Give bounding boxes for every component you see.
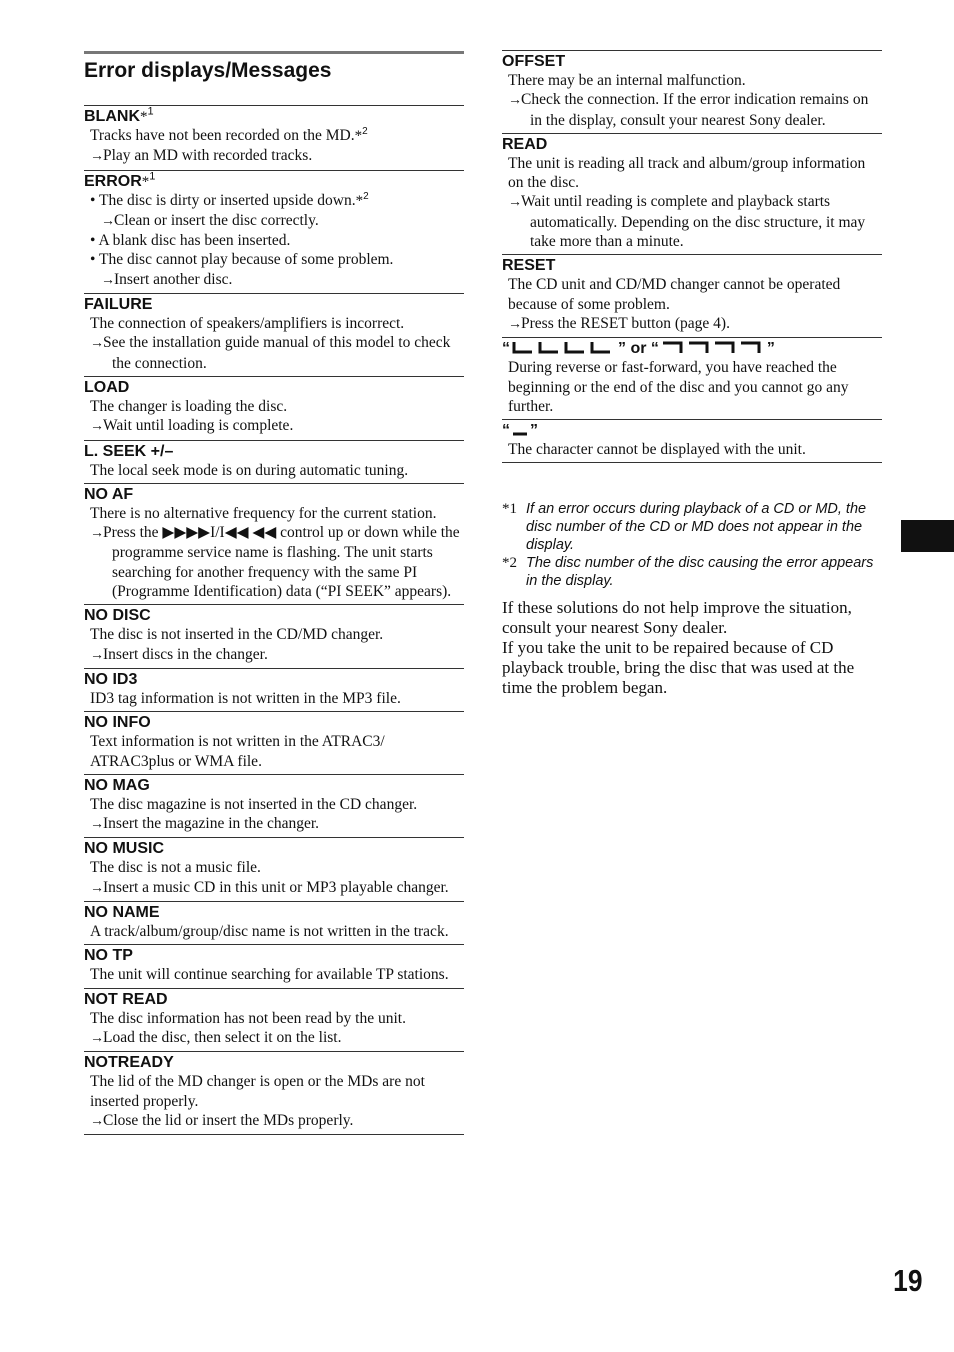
- message-description: [84, 314, 464, 373]
- thumb-index-tab: [901, 520, 954, 552]
- remedy-text: [84, 416, 464, 436]
- cause-text: [84, 461, 464, 480]
- remedy-text: [84, 1028, 464, 1048]
- cause-bullet: • The disc is dirty or inserted upside down.*$^2$: [90, 190, 369, 209]
- right-entry-list: [502, 50, 882, 463]
- arrow-icon: →: [90, 526, 103, 542]
- message-term-label: READ: [502, 135, 548, 153]
- message-entry: [84, 944, 464, 987]
- message-entry: [84, 440, 464, 483]
- message-term: [84, 714, 464, 732]
- remedy-text: [84, 523, 464, 601]
- message-description: [84, 1072, 464, 1131]
- remedy-text: [84, 645, 464, 665]
- message-entry: [84, 376, 464, 440]
- message-term-label: NO TP: [84, 947, 133, 965]
- footnote-text: The disc number of the disc causing the error appears in the display.: [526, 555, 874, 589]
- line-text: The character cannot be displayed with the unit.: [508, 441, 806, 459]
- footnote-star: *: [355, 192, 364, 209]
- message-description: [84, 1009, 464, 1049]
- line-text: Insert discs in the changer.: [103, 645, 268, 663]
- arrow-icon: →: [90, 336, 103, 352]
- arrow-icon: →: [90, 1113, 103, 1129]
- message-term-label: LOAD: [84, 378, 130, 396]
- message-description: [84, 126, 464, 167]
- line-text: See the installation guide manual of this model to check the connection.: [103, 334, 451, 372]
- message-term-label: FAILURE: [84, 296, 153, 314]
- line-text: The disc magazine is not inserted in the CD changer.: [90, 795, 418, 813]
- left-entry-list: [84, 105, 464, 1135]
- message-term-label: NO MAG: [84, 776, 150, 794]
- line-text: Check the connection. If the error indication remains on in the display, consult your nearest Sony dealer.: [521, 91, 869, 129]
- line-text: Play an MD with recorded tracks.: [103, 147, 313, 165]
- message-description: [502, 440, 882, 459]
- cause-text: [84, 397, 464, 416]
- message-term: [84, 105, 464, 126]
- cause-text: [84, 795, 464, 814]
- message-description: [84, 191, 464, 290]
- message-term-label: NO ID3: [84, 670, 138, 688]
- line-text: Tracks have not been recorded on the MD.: [90, 127, 355, 144]
- cause-text: [502, 71, 882, 90]
- message-entry: [84, 668, 464, 711]
- arrow-icon: →: [508, 93, 521, 109]
- message-term: [84, 991, 464, 1009]
- undisplayable-character-icon: [510, 423, 530, 437]
- message-entry: [84, 604, 464, 668]
- message-term-label: L. SEEK +/–: [84, 442, 174, 460]
- arrow-icon: →: [90, 1030, 103, 1046]
- message-term: [502, 257, 882, 275]
- message-term-label: RESET: [502, 257, 556, 275]
- footnote-mark: *2: [502, 555, 517, 571]
- end-of-disc-segment-icon: [659, 341, 767, 355]
- message-term-label: NO DISC: [84, 607, 151, 625]
- message-description: [84, 858, 464, 898]
- cause-text: [502, 440, 882, 459]
- cause-text: [84, 625, 464, 644]
- cause-text: [84, 126, 464, 146]
- line-text: Insert the magazine in the changer.: [103, 815, 320, 833]
- line-text: The disc information has not been read by the unit.: [90, 1009, 406, 1027]
- line-text: Wait until loading is complete.: [103, 417, 294, 435]
- line-text: The unit will continue searching for available TP stations.: [90, 966, 449, 984]
- cause-text: [502, 275, 882, 314]
- message-entry: [84, 293, 464, 376]
- remedy-text: [84, 270, 464, 290]
- message-entry: [84, 105, 464, 170]
- arrow-icon: →: [90, 149, 103, 165]
- line-text: Press the ▶▶▶▶I/I◀◀ ◀◀ control up or down while the programme service name is flashing. The unit starts searching for another frequency with the same PI (Programme Identification) data (“PI SEEK” appears).: [103, 524, 460, 601]
- cause-text: [84, 1009, 464, 1028]
- closing-paragraph: If you take the unit to be repaired because of CD playback trouble, bring the disc that was used at the time the problem began.: [502, 638, 855, 697]
- message-term: [84, 443, 464, 461]
- message-entry: [502, 254, 882, 337]
- line-text: There may be an internal malfunction.: [508, 72, 746, 89]
- arrow-icon: →: [90, 647, 103, 663]
- remedy-text: [502, 192, 882, 251]
- line-text: Load the disc, then select it on the list.: [103, 1028, 342, 1046]
- message-description: [502, 358, 882, 416]
- line-text: A track/album/group/disc name is not written in the track.: [90, 923, 449, 941]
- cause-text: [84, 922, 464, 941]
- message-term: [84, 947, 464, 965]
- message-term: [502, 136, 882, 154]
- message-term-label: OFFSET: [502, 53, 566, 70]
- message-entry: [84, 711, 464, 774]
- message-term: [84, 486, 464, 504]
- line-text: Close the lid or insert the MDs properly.: [103, 1111, 354, 1129]
- message-entry: [84, 988, 464, 1052]
- footnote-star: *: [354, 128, 363, 144]
- line-text: The disc is not inserted in the CD/MD changer.: [90, 626, 384, 644]
- message-description: [84, 397, 464, 437]
- line-text: The local seek mode is on during automatic tuning.: [90, 461, 409, 479]
- cause-text: [84, 858, 464, 877]
- message-entry: [84, 1051, 464, 1135]
- line-text: Wait until reading is complete and playback starts automatically. Depending on the disc structure, it may take more than a minute.: [521, 193, 866, 251]
- or-connector: or: [630, 340, 647, 358]
- line-text: The disc is dirty or inserted upside down.: [99, 191, 356, 209]
- page-title: Error displays/Messages: [84, 51, 464, 83]
- message-description: [84, 504, 464, 601]
- arrow-icon: →: [90, 880, 103, 896]
- message-description: [502, 71, 882, 130]
- line-text: Text information is not written in the ATRAC3/ ATRAC3plus or WMA file.: [90, 733, 385, 770]
- message-term-label: NO NAME: [84, 904, 160, 922]
- message-term-label: NOTREADY: [84, 1054, 174, 1072]
- message-term: “ ” or “ ”: [502, 340, 775, 358]
- page-number: 19: [892, 1263, 922, 1298]
- footnote-ref: 2: [362, 125, 368, 137]
- line-text: The CD unit and CD/MD changer cannot be operated because of some problem.: [508, 276, 841, 313]
- arrow-icon: →: [508, 195, 521, 211]
- footnote-ref: 1: [149, 170, 156, 183]
- closing-advice: [502, 598, 882, 698]
- line-text: Insert another disc.: [114, 270, 233, 288]
- cause-text: [84, 732, 464, 771]
- line-text: The changer is loading the disc.: [90, 397, 288, 415]
- message-term: [84, 904, 464, 922]
- message-description: [84, 965, 464, 984]
- footnote-1: [502, 500, 882, 554]
- cause-text: [502, 358, 882, 416]
- line-text: Insert a music CD in this unit or MP3 playable changer.: [103, 878, 449, 896]
- line-text: There is no alternative frequency for the current station.: [90, 504, 437, 522]
- message-term-label: ERROR: [84, 172, 142, 190]
- message-term: [502, 53, 882, 71]
- message-entry: [84, 837, 464, 901]
- message-term: [84, 671, 464, 689]
- footnote-ref: 2: [363, 190, 369, 202]
- remedy-text: [502, 90, 882, 130]
- message-entry: [502, 50, 882, 133]
- footnote-2: [502, 554, 882, 590]
- message-term-label: NO MUSIC: [84, 840, 164, 858]
- line-text: Press the RESET button (page 4).: [521, 314, 730, 332]
- message-term-label: BLANK: [84, 108, 140, 125]
- message-entry: [84, 483, 464, 604]
- message-description: [84, 795, 464, 835]
- closing-paragraph: If these solutions do not help improve the situation, consult your nearest Sony dealer.: [502, 598, 852, 637]
- message-description: [84, 689, 464, 708]
- message-term: [84, 296, 464, 314]
- footnote-text: If an error occurs during playback of a CD or MD, the disc number of the CD or MD does not appear in the display.: [526, 501, 867, 553]
- arrow-icon: →: [101, 272, 114, 288]
- line-text: During reverse or fast-forward, you have reached the beginning or the end of the disc and you cannot go any further.: [508, 359, 849, 415]
- message-description: [502, 275, 882, 334]
- message-entry: [84, 170, 464, 293]
- message-term-label: NO AF: [84, 485, 134, 503]
- footnote-star: *: [141, 173, 150, 190]
- message-entry: [502, 337, 882, 419]
- message-term: “ ”: [502, 422, 538, 440]
- message-term-label: NO INFO: [84, 714, 151, 732]
- message-term: [84, 607, 464, 625]
- line-text: A blank disc has been inserted.: [98, 232, 291, 250]
- footnote-mark: *1: [502, 501, 517, 517]
- message-entry: [84, 774, 464, 838]
- footnote-ref: 1: [147, 105, 154, 118]
- line-text: Clean or insert the disc correctly.: [114, 211, 319, 229]
- message-term-label: NOT READ: [84, 990, 168, 1008]
- arrow-icon: →: [508, 316, 521, 332]
- line-text: The disc is not a music file.: [90, 859, 261, 877]
- cause-text: [84, 1072, 464, 1111]
- line-text: The connection of speakers/amplifiers is incorrect.: [90, 315, 405, 333]
- beginning-of-disc-segment-icon: [510, 341, 618, 355]
- remedy-text: [502, 314, 882, 334]
- cause-bullet: • A blank disc has been inserted.: [90, 232, 291, 250]
- remedy-text: [84, 333, 464, 373]
- line-text: The unit is reading all track and album/group information on the disc.: [508, 154, 866, 192]
- message-term: [84, 1054, 464, 1072]
- message-term: [84, 840, 464, 858]
- message-entry: [502, 419, 882, 463]
- footnote-star: *: [140, 109, 148, 125]
- message-description: [84, 732, 464, 771]
- message-description: [84, 461, 464, 480]
- message-term: [84, 170, 464, 191]
- message-description: [84, 922, 464, 941]
- remedy-text: [84, 1111, 464, 1131]
- remedy-text: [84, 211, 464, 231]
- cause-text: [84, 689, 464, 708]
- cause-text: [84, 314, 464, 333]
- line-text: The disc cannot play because of some problem.: [99, 251, 394, 269]
- message-entry: [84, 901, 464, 944]
- cause-text: [84, 504, 464, 523]
- message-term: [84, 379, 464, 397]
- message-description: [84, 625, 464, 665]
- footnotes: [502, 500, 882, 590]
- remedy-text: [84, 814, 464, 834]
- line-text: ID3 tag information is not written in the MP3 file.: [90, 689, 401, 707]
- cause-text: [502, 154, 882, 193]
- message-description: [502, 154, 882, 251]
- line-text: The lid of the MD changer is open or the MDs are not inserted properly.: [90, 1073, 425, 1110]
- cause-bullet: • The disc cannot play because of some problem.: [90, 251, 394, 269]
- message-entry: [502, 133, 882, 254]
- arrow-icon: →: [90, 419, 103, 435]
- message-term: [84, 777, 464, 795]
- arrow-icon: →: [90, 817, 103, 833]
- arrow-icon: →: [101, 213, 114, 229]
- remedy-text: [84, 146, 464, 166]
- cause-text: [84, 965, 464, 984]
- remedy-text: [84, 878, 464, 898]
